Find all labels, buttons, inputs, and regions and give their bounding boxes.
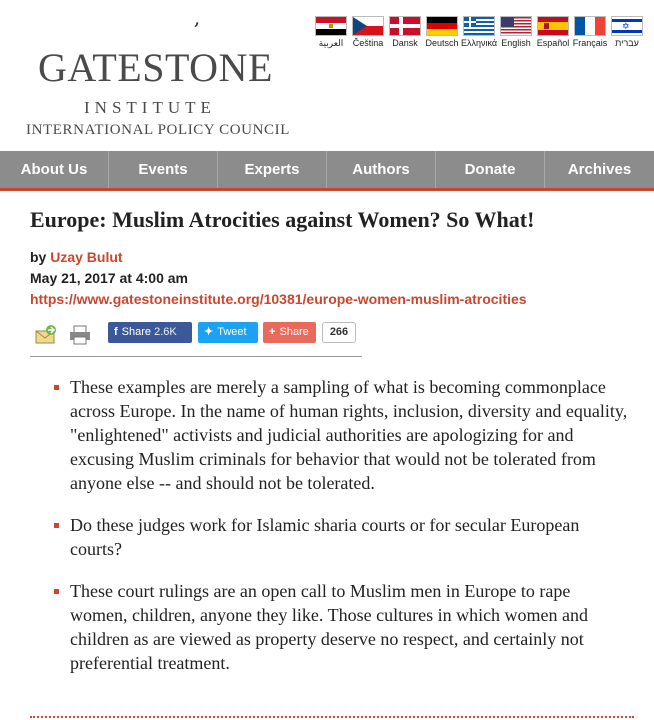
bullet-icon	[54, 589, 59, 594]
dotted-divider	[30, 716, 634, 718]
language-spanish[interactable]	[535, 16, 571, 49]
us-flag-icon	[500, 16, 532, 36]
nav-about-us[interactable]: About Us	[0, 151, 109, 188]
language-label: עברית	[615, 38, 639, 48]
summary-point-text: Do these judges work for Islamic sharia courts or for secular European courts?	[70, 515, 580, 559]
german-flag-icon	[426, 16, 458, 36]
article-summary-points	[52, 375, 632, 693]
nav-donate[interactable]: Donate	[436, 151, 545, 188]
facebook-share-button[interactable]	[108, 322, 192, 343]
nav-events[interactable]: Events	[109, 151, 218, 188]
language-selector	[313, 16, 646, 49]
language-label: Dansk	[392, 38, 418, 48]
summary-point-text: These court rulings are an open call to Muslim men in Europe to rape women, children, anyone they like. Those cultures in which women and children as are viewed as property deserve no respect, and certainly not preferential treatment.	[70, 581, 589, 673]
logo-mark: ʼ	[190, 17, 200, 43]
danish-flag-icon	[389, 16, 421, 36]
czech-flag-icon	[352, 16, 384, 36]
article-date: May 21, 2017 at 4:00 am	[30, 270, 188, 286]
twitter-icon: ✦	[204, 326, 214, 338]
summary-point-text: These examples are merely a sampling of what is becoming commonplace across Europe. In the name of human rights, inclusion, diversity and equality, "enlightened" activists and judicial authorities are apologizing for and excusing Muslim criminals for behavior that would not be tolerated from anyone else -- and should not be tolerated.	[70, 377, 628, 493]
byline-prefix: by	[30, 249, 51, 265]
share-label: Share	[279, 326, 309, 338]
share-bar	[30, 322, 362, 357]
language-label: Español	[536, 38, 570, 48]
nav-archives[interactable]: Archives	[567, 161, 632, 178]
language-label: Ελληνικά	[461, 38, 498, 48]
logo-name: GATESTONE	[38, 45, 273, 90]
bullet-icon	[54, 523, 59, 528]
language-label: English	[501, 38, 531, 48]
spanish-flag-icon	[537, 16, 569, 36]
generic-share-button[interactable]	[263, 322, 316, 343]
print-icon[interactable]	[68, 324, 92, 346]
french-flag-icon	[574, 16, 606, 36]
greek-flag-icon	[463, 16, 495, 36]
language-label: Čeština	[352, 38, 384, 48]
language-greek[interactable]	[461, 16, 497, 49]
twitter-tweet-button[interactable]	[198, 322, 258, 343]
email-icon[interactable]	[34, 324, 58, 346]
nav-authors[interactable]: Authors	[327, 151, 436, 188]
list-item	[52, 375, 632, 495]
main-nav	[0, 151, 654, 191]
language-label: العربية	[318, 38, 344, 48]
plus-icon: +	[269, 326, 276, 338]
tweet-label: Tweet	[217, 326, 247, 338]
list-item	[52, 513, 632, 561]
egypt-flag-icon	[315, 16, 347, 36]
nav-experts[interactable]: Experts	[218, 151, 327, 188]
bullet-icon	[54, 385, 59, 390]
byline	[30, 249, 123, 265]
logo-council: INTERNATIONAL POLICY COUNCIL	[26, 122, 290, 138]
israeli-flag-icon: ✡	[611, 16, 643, 36]
facebook-share-count: 2.6K	[154, 326, 177, 338]
share-total-count: 266	[322, 322, 356, 343]
language-arabic[interactable]	[313, 16, 349, 49]
language-label: Deutsch	[425, 38, 459, 48]
language-german[interactable]	[424, 16, 460, 49]
language-label: Français	[572, 38, 608, 48]
article-url[interactable]: https://www.gatestoneinstitute.org/10381/europe-women-muslim-atrocities	[30, 291, 527, 307]
language-danish[interactable]	[387, 16, 423, 49]
author-link[interactable]: Uzay Bulut	[50, 249, 123, 265]
language-french[interactable]	[572, 16, 608, 49]
logo-institute: INSTITUTE	[84, 98, 216, 117]
facebook-share-label: Share	[121, 326, 152, 338]
language-czech[interactable]	[350, 16, 386, 49]
language-english[interactable]	[498, 16, 534, 49]
list-item	[52, 579, 632, 675]
facebook-icon: f	[114, 326, 118, 338]
language-hebrew[interactable]	[609, 16, 645, 49]
article-title: Europe: Muslim Atrocities against Women? So What!	[30, 207, 535, 232]
